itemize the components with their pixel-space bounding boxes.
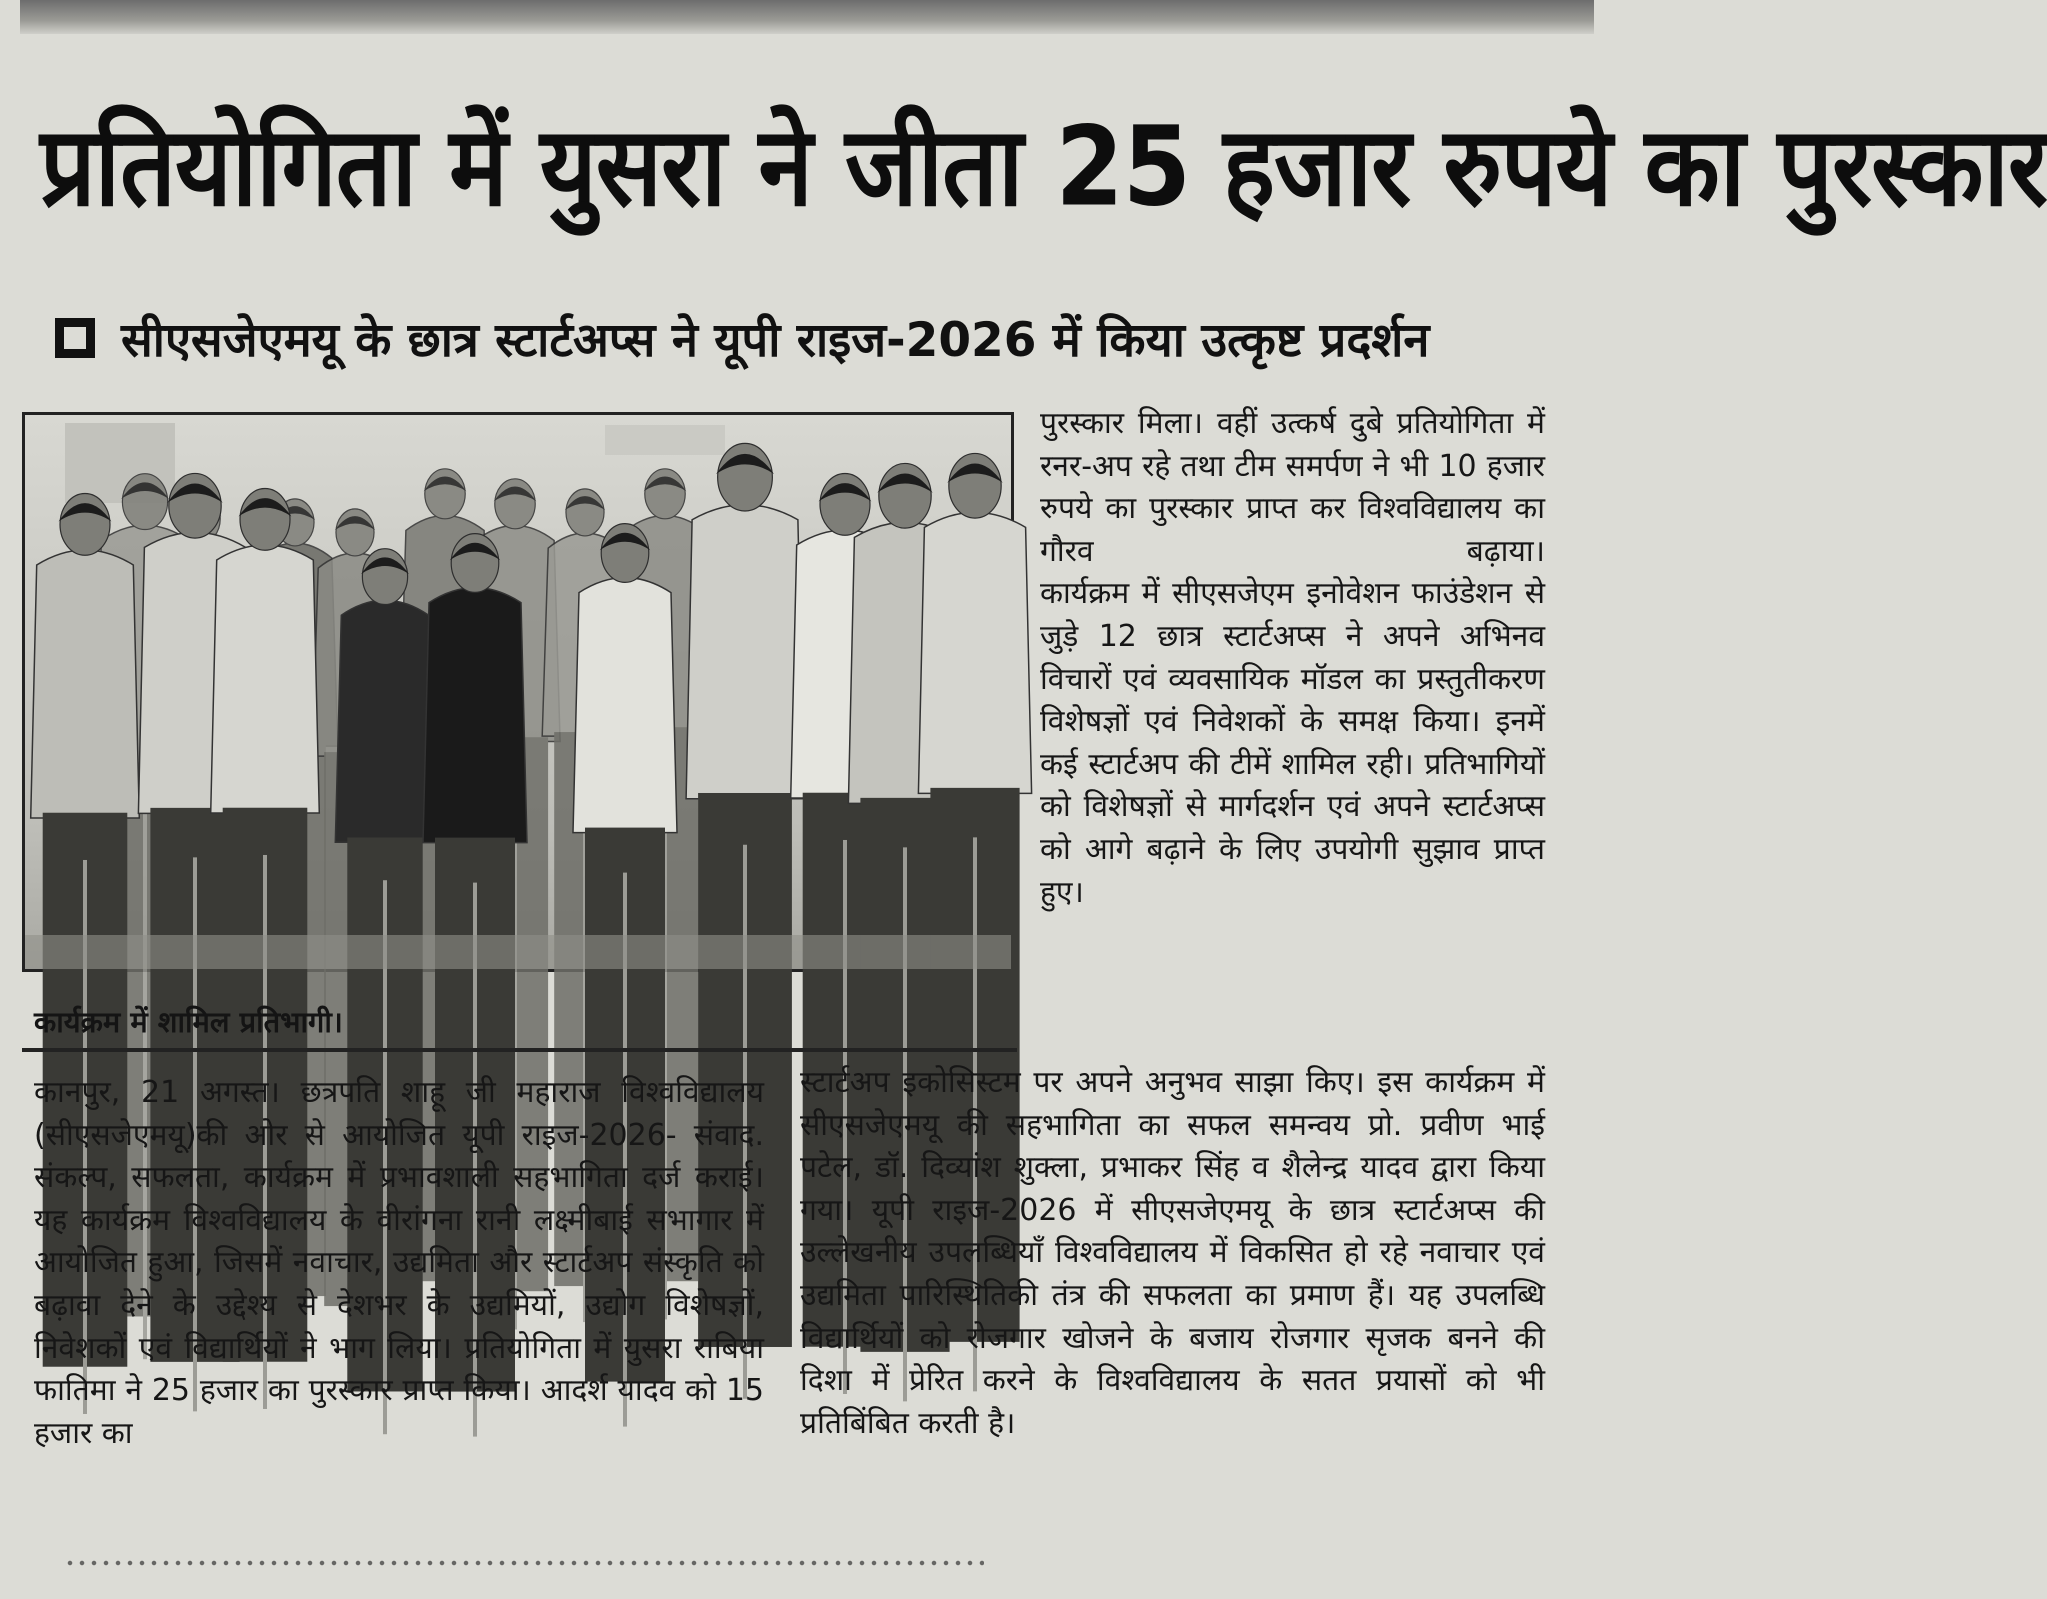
- page-top-rule: [20, 0, 1594, 34]
- article-column-right: [1040, 403, 1545, 914]
- article-paragraph: स्टार्टअप इकोसिस्टम पर अपने अनुभव साझा किए। इस कार्यक्रम में सीएसजेएमयू की सहभागिता का सफल समन्वय प्रो. प्रवीण भाई पटेल, डॉ. दिव्यांश शुक्ला, प्रभाकर सिंह व शैलेन्द्र यादव द्वारा किया गया। यूपी राइज-2026 में सीएसजेएमयू के छात्र स्टार्टअप्स की उल्लेखनीय उपलब्धियाँ विश्वविद्यालय में विकसित हो रहे नवाचार एवं उद्यमिता पारिस्थितिकी तंत्र की सफलता का प्रमाण हैं। यह उपलब्धि विद्यार्थियों को रोजगार खोजने के बजाय रोजगार सृजक बनने की दिशा में प्रेरित करने के विश्वविद्यालय के सतत प्रयासों को भी प्रतिबिंबित करती है।: [800, 1065, 1545, 1441]
- article-paragraph: पुरस्कार मिला। वहीं उत्कर्ष दुबे प्रतियोगिता में रनर-अप रहे तथा टीम समर्पण ने भी 10 हजार रुपये का पुरस्कार प्राप्त कर विश्वविद्यालय का गौरव बढ़ाया।: [1040, 406, 1545, 569]
- headline: प्रतियोगिता में युसरा ने जीता 25 हजार रुपये का पुरस्कार: [40, 103, 2047, 232]
- group-photo: [22, 412, 1014, 972]
- square-bullet-icon: [55, 318, 95, 358]
- article-paragraph: कार्यक्रम में सीएसजेएम इनोवेशन फाउंडेशन से जुड़े 12 छात्र स्टार्टअप्स ने अपने अभिनव विचारों एवं व्यवसायिक मॉडल का प्रस्तुतीकरण विशेषज्ञों एवं निवेशकों के समक्ष किया। इनमें कई स्टार्टअप की टीमें शामिल रही। प्रतिभागियों को विशेषज्ञों से मार्गदर्शन एवं अपने स्टार्टअप्स को आगे बढ़ाने के लिए उपयोगी सुझाव प्राप्त हुए।: [1040, 576, 1545, 910]
- photo-caption: कार्यक्रम में शामिल प्रतिभागी।: [34, 1005, 343, 1039]
- floor-shadow: [25, 935, 1011, 969]
- dotted-separator: [64, 1558, 984, 1568]
- subheadline: सीएसजेएमयू के छात्र स्टार्टअप्स ने यूपी राइज-2026 में किया उत्कृष्ट प्रदर्शन: [121, 313, 1430, 368]
- article-column-middle: [800, 1062, 1545, 1445]
- subheadline-row: [55, 298, 1535, 378]
- group-photo-illustration: [25, 415, 1011, 969]
- caption-divider: [22, 1048, 1017, 1052]
- article-column-left: [34, 1072, 764, 1455]
- article-paragraph: कानपुर, 21 अगस्त। छत्रपति शाहू जी महाराज विश्वविद्यालय (सीएसजेएमयू)की ओर से आयोजित यूपी राइज-2026- संवाद. संकल्प, सफलता, कार्यक्रम में प्रभावशाली सहभागिता दर्ज कराई। यह कार्यक्रम विश्वविद्यालय के वीरांगना रानी लक्ष्मीबाई सभागार में आयोजित हुआ, जिसमें नवाचार, उद्यमिता और स्टार्टअप संस्कृति को बढ़ावा देने के उद्देश्य से देशभर के उद्यमियों, उद्योग विशेषज्ञों, निवेशकों एवं विद्यार्थियों ने भाग लिया। प्रतियोगिता में युसरा राबिया फातिमा ने 25 हजार का पुरस्कार प्राप्त किया। आदर्श यादव को 15 हजार का: [34, 1075, 764, 1451]
